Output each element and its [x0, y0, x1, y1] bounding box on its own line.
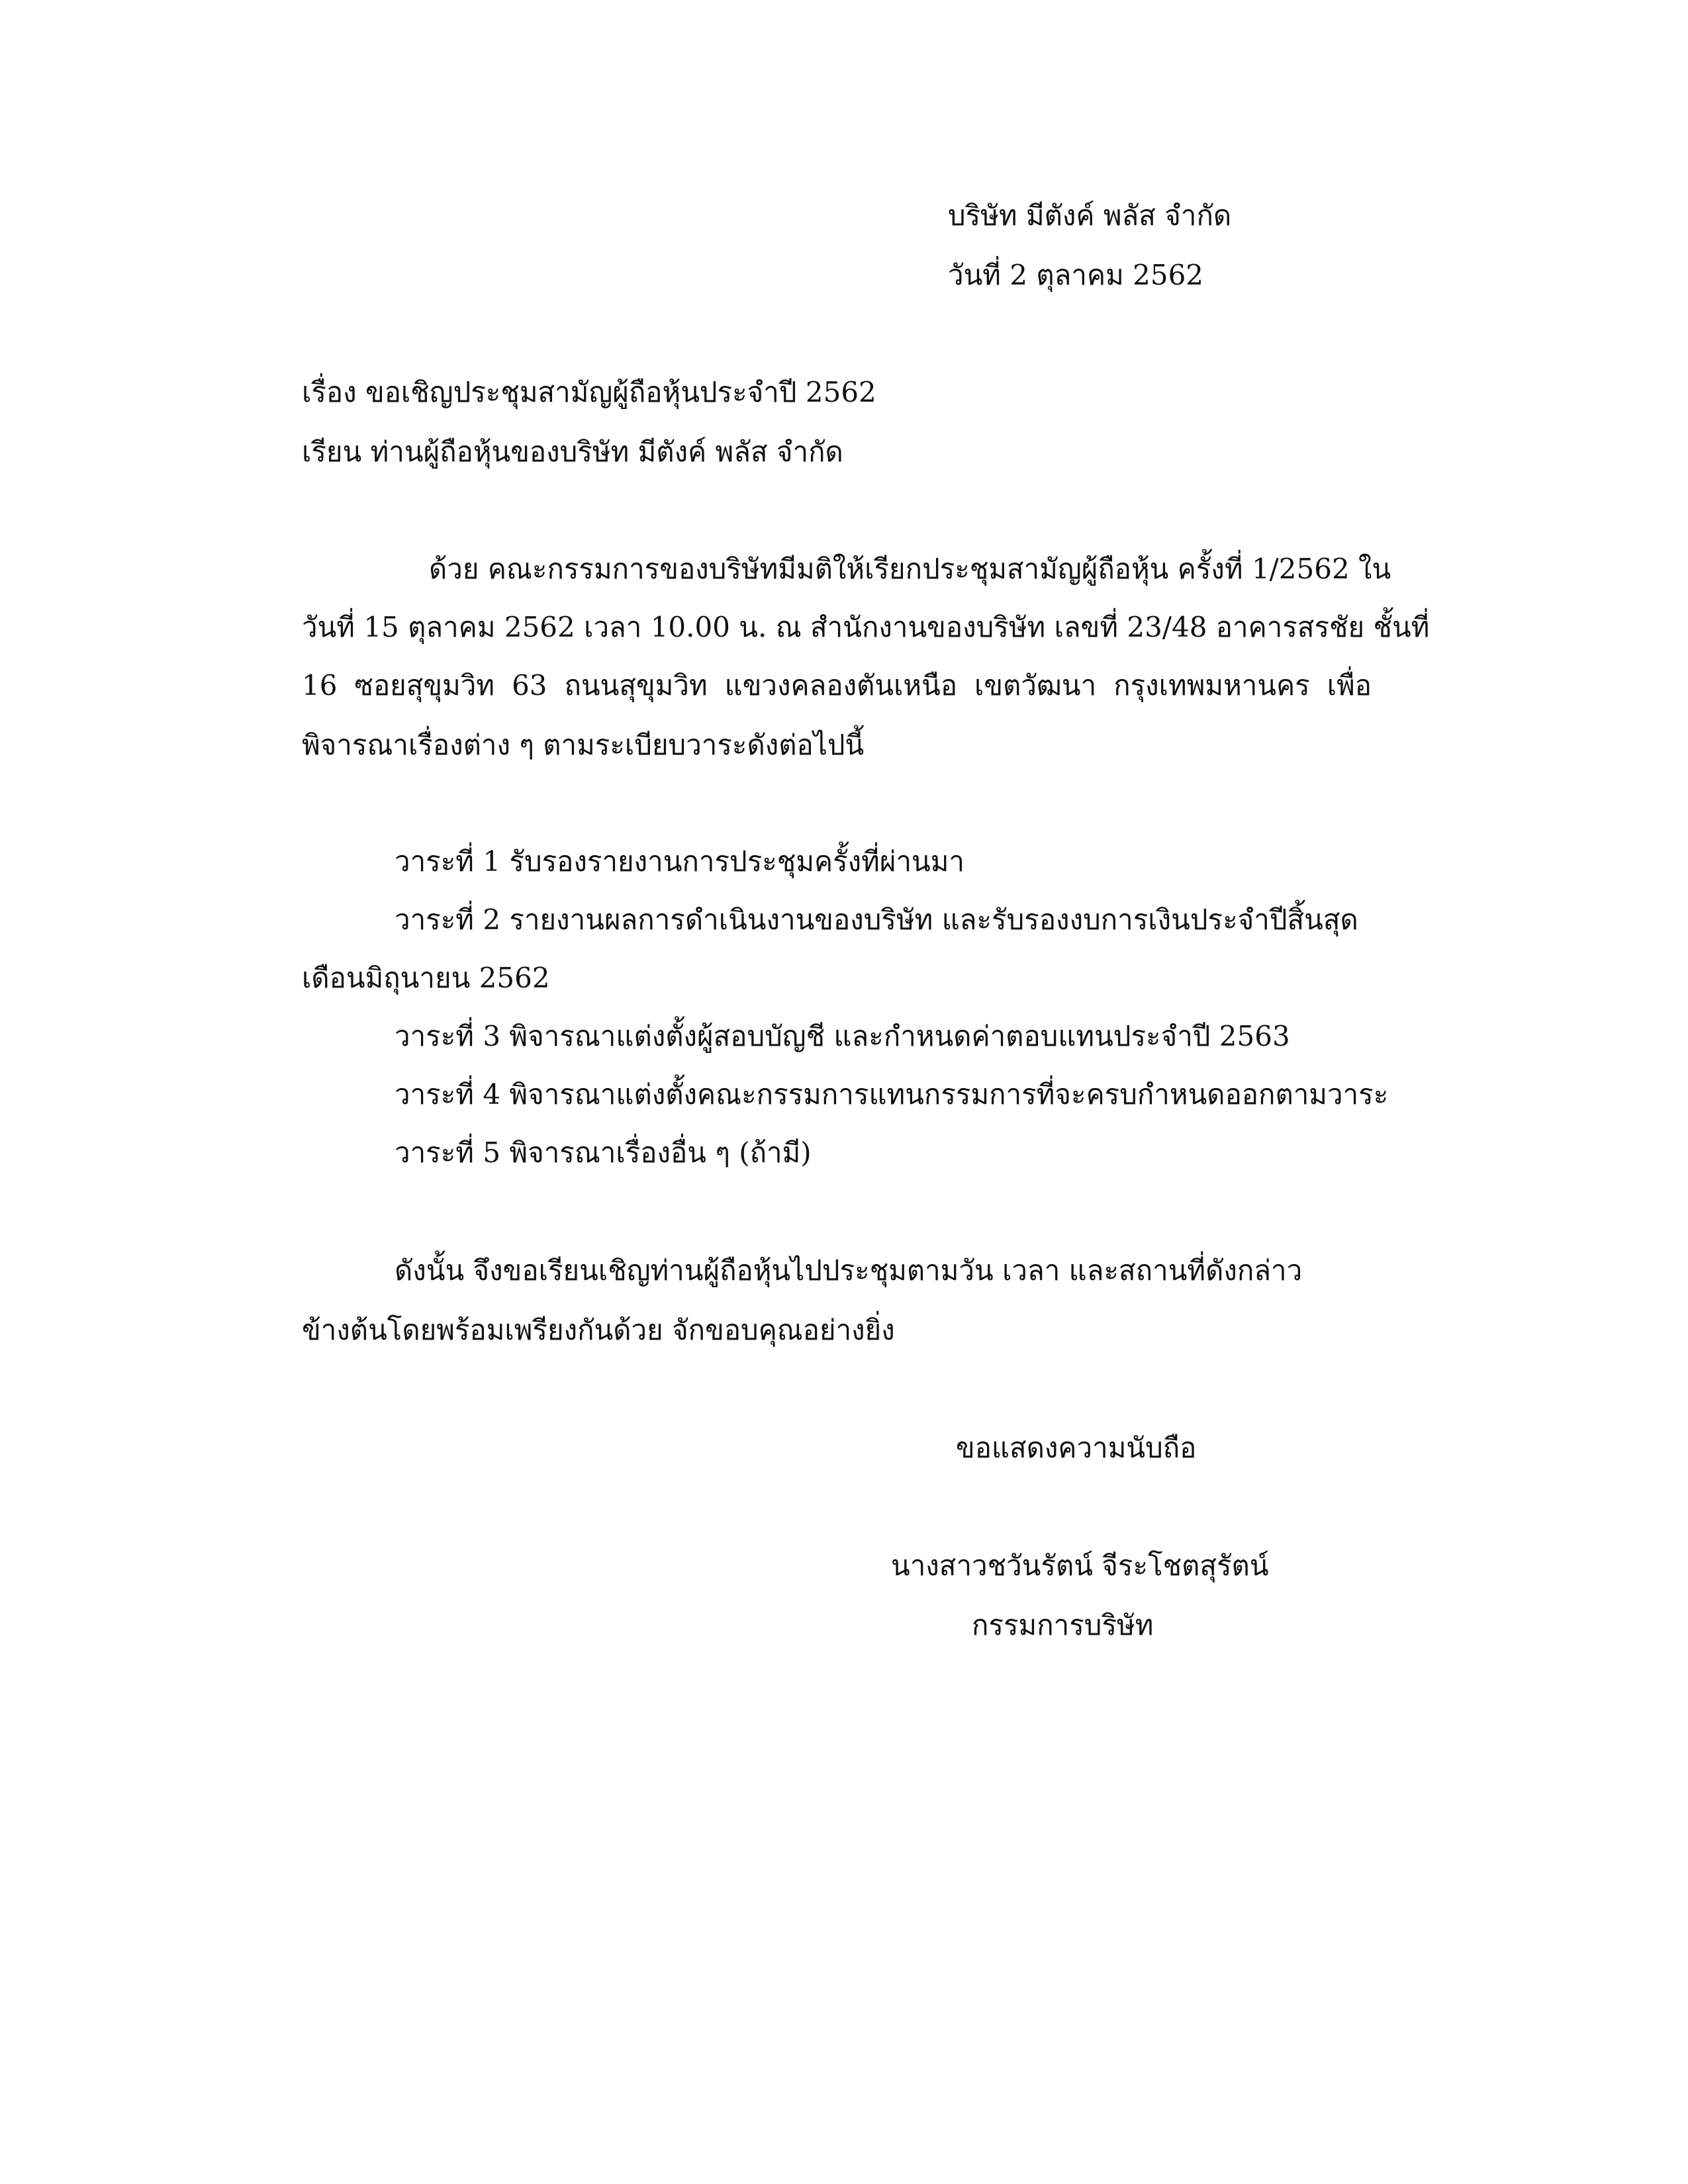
- agenda-item: วาระที่ 1 รับรองรายงานการประชุมครั้งที่ผ่านมา: [395, 845, 965, 878]
- closing-line-1: ดังนั้น จึงขอเรียนเชิญท่านผู้ถือหุ้นไปประชุมตามวัน เวลา และสถานที่ดังกล่าว: [395, 1254, 1303, 1287]
- body-line-1: ด้วย คณะกรรมการของบริษัทมีมติให้เรียกประชุมสามัญผู้ถือหุ้น ครั้งที่ 1/2562 ใน: [429, 553, 1391, 585]
- agenda-item-continuation: เดือนมิถุนายน 2562: [302, 962, 550, 994]
- body-line-4: พิจารณาเรื่องต่าง ๆ ตามระเบียบวาระดังต่อไปนี้: [302, 729, 865, 761]
- agenda-item: วาระที่ 5 พิจารณาเรื่องอื่น ๆ (ถ้ามี): [395, 1136, 812, 1169]
- agenda-item: วาระที่ 4 พิจารณาแต่งตั้งคณะกรรมการแทนกรรมการที่จะครบกำหนดออกตามวาระ: [395, 1078, 1389, 1111]
- closing-line-2: ข้างต้นโดยพร้อมเพรียงกันด้วย จักขอบคุณอย่างยิ่ง: [302, 1314, 895, 1346]
- body-line-3-word: ถนนสุขุมวิท: [564, 669, 708, 702]
- agenda-item: วาระที่ 2 รายงานผลการดำเนินงานของบริษัท และรับรองงบการเงินประจำปีสิ้นสุด: [395, 903, 1358, 936]
- body-line-3-word: เพื่อ: [1327, 669, 1372, 702]
- body-line-3-word: เขตวัฒนา: [974, 669, 1097, 702]
- body-line-3: [302, 666, 1372, 705]
- body-line-2: วันที่ 15 ตุลาคม 2562 เวลา 10.00 น. ณ สำนักงานของบริษัท เลขที่ 23/48 อาคารสรชัย ชั้นที่: [302, 611, 1430, 643]
- letter-subject: เรื่อง ขอเชิญประชุมสามัญผู้ถือหุ้นประจำปี 2562: [302, 376, 876, 408]
- body-line-3-word: 16: [302, 669, 338, 702]
- letter-date: วันที่ 2 ตุลาคม 2562: [948, 259, 1204, 291]
- body-line-3-word: แขวงคลองตันเหนือ: [724, 669, 958, 702]
- body-line-3-word: 63: [512, 669, 547, 702]
- signer-title: กรรมการบริษัท: [972, 1609, 1154, 1641]
- body-line-3-word: กรุงเทพมหานคร: [1113, 669, 1310, 702]
- company-name: บริษัท มีตังค์ พลัส จำกัด: [948, 199, 1232, 232]
- letter-recipient: เรียน ท่านผู้ถือหุ้นของบริษัท มีตังค์ พลัส จำกัด: [302, 435, 843, 468]
- signer-name: นางสาวชวันรัตน์ จีระโชตสุรัตน์: [891, 1549, 1269, 1582]
- agenda-item: วาระที่ 3 พิจารณาแต่งตั้งผู้สอบบัญชี และกำหนดค่าตอบแทนประจำปี 2563: [395, 1020, 1290, 1052]
- body-line-3-word: ซอยสุขุมวิท: [354, 669, 495, 702]
- salutation: ขอแสดงความนับถือ: [956, 1432, 1197, 1464]
